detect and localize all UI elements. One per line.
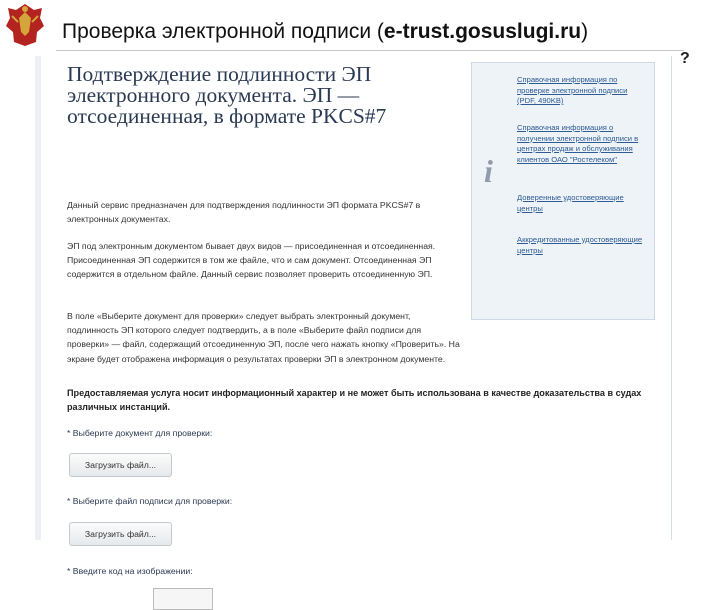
disclaimer-paragraph: Предоставляемая услуга носит информационный характер и не может быть использована в качестве доказательства в судах различных инстанций. (67, 388, 642, 412)
info-icon: i (484, 153, 493, 189)
document-field-label: * Выберите документ для проверки: (67, 428, 213, 438)
signature-types-paragraph: ЭП под электронным документом бывает двух видов — присоединенная и отсоединенная. Присоединенная ЭП содержится в том же файле, что и сам документ. Отсоединенная ЭП содержится в отдельном файле. Данный сервис позволяет проверить отсоединенную ЭП. (67, 241, 436, 280)
title-divider (56, 50, 684, 51)
corner-mark: ? (680, 50, 690, 67)
page-heading: Подтверждение подлинности ЭП электронного документа. ЭП — отсоединенная, в формате PKCS#7 (67, 62, 387, 128)
upload-document-button[interactable]: Загрузить файл... (69, 453, 172, 477)
web-page-screenshot (40, 56, 672, 576)
captcha-field-label: * Введите код на изображении: (67, 566, 193, 576)
upload-signature-button[interactable]: Загрузить файл... (69, 522, 172, 546)
slide-title: Проверка электронной подписи (e-trust.gosuslugi.ru) (62, 20, 589, 43)
captcha-image (153, 588, 213, 610)
link-signature-guide[interactable]: Справочная информация по проверке электронной подписи (PDF, 490KB) (517, 75, 628, 105)
link-trusted-centers[interactable]: Доверенные удостоверяющие центры (517, 193, 624, 213)
link-rostelecom-info[interactable]: Справочная информация о получении электронной подписи в центрах продаж и обслуживания клиентов ОАО "Ростелеком" (517, 123, 639, 164)
link-accredited-centers[interactable]: Аккредитованные удостоверяющие центры (517, 235, 643, 255)
emblem-logo (4, 2, 46, 48)
intro-paragraph: Данный сервис предназначен для подтверждения подлинности ЭП формата PKCS#7 в электронных документах. (67, 200, 421, 225)
instructions-paragraph: В поле «Выберите документ для проверки» следует выбрать электронный документ, подлинность ЭП которого следует подтвердить, а в поле «Выберите файл подписи для проверки» — файл, содержащий отсоединенную ЭП, после чего нажать кнопку «Проверить». На экране будет отображена информация о результатах проверки ЭП в электронном документе. (67, 311, 460, 364)
slide-title-domain: e-trust.gosuslugi.ru (383, 20, 582, 43)
signature-field-label: * Выберите файл подписи для проверки: (67, 496, 233, 506)
info-sidebar (471, 62, 655, 320)
